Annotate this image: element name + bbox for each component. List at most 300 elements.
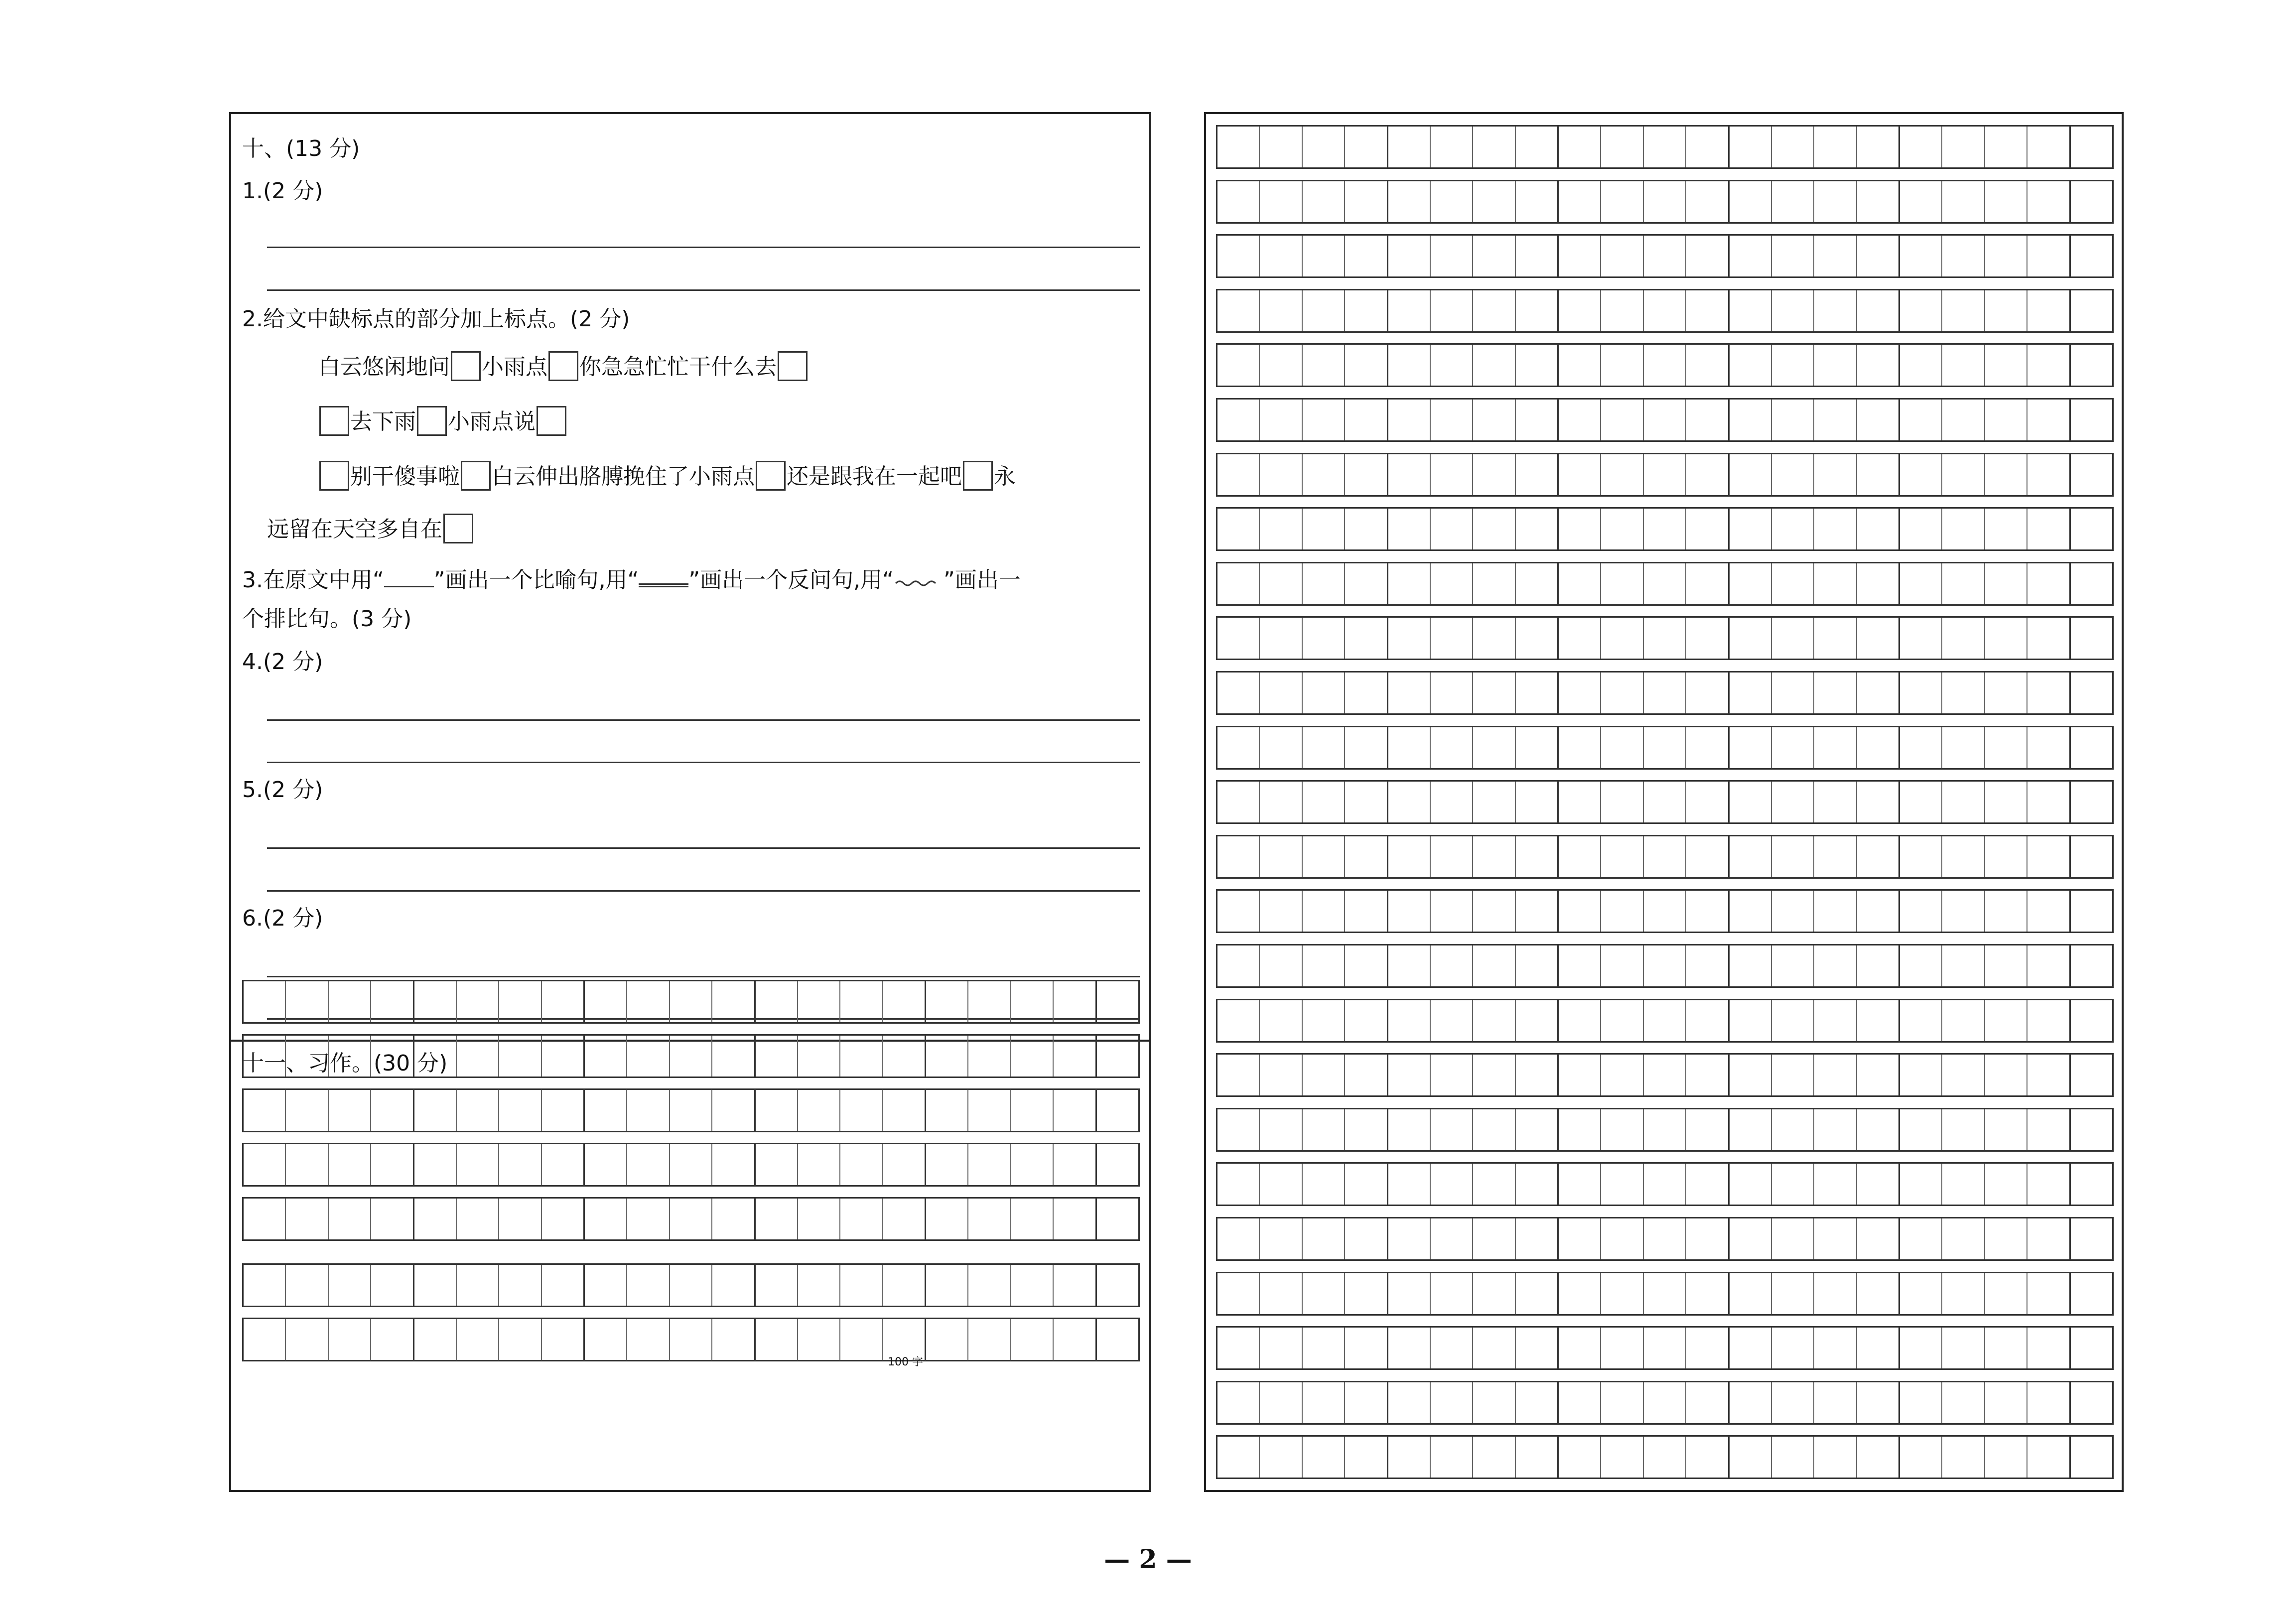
punctuation-box[interactable] bbox=[537, 406, 566, 436]
grid-cell[interactable] bbox=[1898, 345, 1941, 386]
grid-cell[interactable] bbox=[1600, 1164, 1642, 1205]
q4-answer-line-1[interactable] bbox=[267, 719, 1140, 721]
grid-cell[interactable] bbox=[1217, 891, 1259, 932]
grid-cell[interactable] bbox=[1515, 1109, 1557, 1150]
grid-cell[interactable] bbox=[1643, 236, 1685, 276]
grid-cell[interactable] bbox=[1728, 945, 1771, 986]
grid-cell[interactable] bbox=[1685, 891, 1728, 932]
grid-cell[interactable] bbox=[1095, 1036, 1138, 1077]
grid-cell[interactable] bbox=[1898, 727, 1941, 768]
grid-cell[interactable] bbox=[1259, 727, 1301, 768]
grid-cell[interactable] bbox=[1387, 1328, 1430, 1368]
grid-cell[interactable] bbox=[1728, 509, 1771, 549]
grid-cell[interactable] bbox=[1259, 1218, 1301, 1259]
grid-cell[interactable] bbox=[1984, 1109, 2026, 1150]
grid-cell[interactable] bbox=[541, 1036, 583, 1077]
grid-cell[interactable] bbox=[1217, 1055, 1259, 1095]
grid-cell[interactable] bbox=[1302, 236, 1344, 276]
grid-cell[interactable] bbox=[1600, 400, 1642, 440]
grid-cell[interactable] bbox=[1984, 127, 2026, 167]
grid-cell[interactable] bbox=[1387, 1437, 1430, 1478]
grid-cell[interactable] bbox=[1217, 945, 1259, 986]
grid-cell[interactable] bbox=[1984, 618, 2026, 659]
grid-cell[interactable] bbox=[1344, 563, 1386, 604]
punctuation-box[interactable] bbox=[451, 351, 481, 381]
grid-cell[interactable] bbox=[1515, 1000, 1557, 1041]
grid-cell[interactable] bbox=[711, 1036, 754, 1077]
grid-cell[interactable] bbox=[1941, 945, 1984, 986]
grid-cell[interactable] bbox=[541, 981, 583, 1022]
grid-cell[interactable] bbox=[1643, 945, 1685, 986]
grid-cell[interactable] bbox=[1259, 509, 1301, 549]
grid-cell[interactable] bbox=[1515, 400, 1557, 440]
grid-cell[interactable] bbox=[1010, 1265, 1053, 1306]
grid-cell[interactable] bbox=[1387, 454, 1430, 495]
grid-cell[interactable] bbox=[1344, 891, 1386, 932]
grid-cell[interactable] bbox=[1387, 400, 1430, 440]
grid-cell[interactable] bbox=[1685, 1164, 1728, 1205]
grid-cell[interactable] bbox=[1643, 181, 1685, 222]
grid-cell[interactable] bbox=[1217, 290, 1259, 331]
grid-cell[interactable] bbox=[1685, 1055, 1728, 1095]
grid-cell[interactable] bbox=[1430, 1000, 1472, 1041]
grid-cell[interactable] bbox=[285, 1265, 327, 1306]
grid-cell[interactable] bbox=[1472, 1164, 1514, 1205]
grid-cell[interactable] bbox=[1685, 945, 1728, 986]
grid-cell[interactable] bbox=[1941, 891, 1984, 932]
grid-cell[interactable] bbox=[626, 1265, 669, 1306]
grid-cell[interactable] bbox=[1898, 618, 1941, 659]
grid-cell[interactable] bbox=[1053, 1319, 1095, 1360]
grid-cell[interactable] bbox=[1856, 509, 1898, 549]
grid-cell[interactable] bbox=[1387, 618, 1430, 659]
grid-cell[interactable] bbox=[1557, 1382, 1600, 1423]
grid-cell[interactable] bbox=[1302, 1164, 1344, 1205]
grid-cell[interactable] bbox=[669, 1319, 711, 1360]
grid-cell[interactable] bbox=[1771, 454, 1813, 495]
grid-cell[interactable] bbox=[285, 1144, 327, 1185]
grid-cell[interactable] bbox=[1984, 563, 2026, 604]
grid-cell[interactable] bbox=[1344, 945, 1386, 986]
grid-cell[interactable] bbox=[1984, 181, 2026, 222]
grid-cell[interactable] bbox=[1515, 509, 1557, 549]
grid-cell[interactable] bbox=[1813, 618, 1856, 659]
grid-cell[interactable] bbox=[1344, 1055, 1386, 1095]
q5-answer-line-2[interactable] bbox=[267, 890, 1140, 892]
grid-cell[interactable] bbox=[1217, 345, 1259, 386]
grid-cell[interactable] bbox=[1387, 1000, 1430, 1041]
grid-cell[interactable] bbox=[2069, 1164, 2112, 1205]
grid-cell[interactable] bbox=[1302, 290, 1344, 331]
grid-cell[interactable] bbox=[1344, 836, 1386, 877]
grid-cell[interactable] bbox=[2026, 891, 2069, 932]
grid-cell[interactable] bbox=[1898, 1382, 1941, 1423]
grid-cell[interactable] bbox=[1728, 1164, 1771, 1205]
grid-cell[interactable] bbox=[1771, 1055, 1813, 1095]
q1-answer-line-1[interactable] bbox=[267, 247, 1140, 248]
grid-cell[interactable] bbox=[413, 1144, 456, 1185]
grid-cell[interactable] bbox=[1728, 1000, 1771, 1041]
grid-cell[interactable] bbox=[1771, 1218, 1813, 1259]
grid-cell[interactable] bbox=[1095, 1319, 1138, 1360]
grid-cell[interactable] bbox=[1259, 345, 1301, 386]
grid-cell[interactable] bbox=[1898, 563, 1941, 604]
grid-cell[interactable] bbox=[1685, 181, 1728, 222]
grid-cell[interactable] bbox=[1472, 1382, 1514, 1423]
grid-cell[interactable] bbox=[1771, 345, 1813, 386]
grid-cell[interactable] bbox=[1643, 127, 1685, 167]
grid-cell[interactable] bbox=[1685, 1437, 1728, 1478]
grid-cell[interactable] bbox=[1813, 127, 1856, 167]
grid-cell[interactable] bbox=[1813, 563, 1856, 604]
grid-cell[interactable] bbox=[1600, 509, 1642, 549]
grid-cell[interactable] bbox=[1472, 1218, 1514, 1259]
grid-cell[interactable] bbox=[1600, 1382, 1642, 1423]
grid-cell[interactable] bbox=[1728, 1273, 1771, 1314]
grid-cell[interactable] bbox=[1600, 891, 1642, 932]
grid-cell[interactable] bbox=[1643, 1109, 1685, 1150]
grid-cell[interactable] bbox=[1387, 1218, 1430, 1259]
grid-cell[interactable] bbox=[1344, 782, 1386, 822]
grid-cell[interactable] bbox=[626, 1090, 669, 1131]
grid-cell[interactable] bbox=[1302, 1000, 1344, 1041]
grid-cell[interactable] bbox=[626, 981, 669, 1022]
grid-cell[interactable] bbox=[1557, 1437, 1600, 1478]
grid-cell[interactable] bbox=[1728, 1328, 1771, 1368]
grid-cell[interactable] bbox=[1344, 618, 1386, 659]
grid-cell[interactable] bbox=[1898, 236, 1941, 276]
grid-cell[interactable] bbox=[1984, 509, 2026, 549]
grid-cell[interactable] bbox=[967, 1144, 1010, 1185]
grid-cell[interactable] bbox=[1643, 400, 1685, 440]
grid-cell[interactable] bbox=[1344, 290, 1386, 331]
grid-cell[interactable] bbox=[1259, 290, 1301, 331]
grid-cell[interactable] bbox=[1515, 891, 1557, 932]
grid-cell[interactable] bbox=[1941, 509, 1984, 549]
grid-cell[interactable] bbox=[1771, 891, 1813, 932]
grid-cell[interactable] bbox=[1472, 290, 1514, 331]
grid-cell[interactable] bbox=[1010, 1036, 1053, 1077]
grid-cell[interactable] bbox=[583, 1319, 626, 1360]
grid-cell[interactable] bbox=[1430, 400, 1472, 440]
grid-cell[interactable] bbox=[2069, 400, 2112, 440]
grid-cell[interactable] bbox=[1557, 1164, 1600, 1205]
grid-cell[interactable] bbox=[1472, 1437, 1514, 1478]
grid-cell[interactable] bbox=[839, 1199, 882, 1239]
grid-cell[interactable] bbox=[1728, 1055, 1771, 1095]
grid-cell[interactable] bbox=[1095, 1199, 1138, 1239]
grid-cell[interactable] bbox=[1259, 1109, 1301, 1150]
grid-cell[interactable] bbox=[1430, 891, 1472, 932]
grid-cell[interactable] bbox=[1387, 1109, 1430, 1150]
grid-cell[interactable] bbox=[754, 1036, 797, 1077]
grid-cell[interactable] bbox=[839, 1090, 882, 1131]
grid-cell[interactable] bbox=[1813, 290, 1856, 331]
grid-cell[interactable] bbox=[669, 1090, 711, 1131]
punctuation-box[interactable] bbox=[443, 514, 473, 543]
grid-cell[interactable] bbox=[541, 1265, 583, 1306]
grid-cell[interactable] bbox=[797, 1319, 839, 1360]
grid-cell[interactable] bbox=[1217, 673, 1259, 713]
grid-cell[interactable] bbox=[1898, 1437, 1941, 1478]
grid-cell[interactable] bbox=[1856, 290, 1898, 331]
grid-cell[interactable] bbox=[1898, 782, 1941, 822]
grid-cell[interactable] bbox=[1600, 1218, 1642, 1259]
grid-cell[interactable] bbox=[882, 1036, 925, 1077]
grid-cell[interactable] bbox=[1344, 1000, 1386, 1041]
grid-cell[interactable] bbox=[1472, 891, 1514, 932]
grid-cell[interactable] bbox=[1984, 673, 2026, 713]
grid-cell[interactable] bbox=[1430, 345, 1472, 386]
grid-cell[interactable] bbox=[1685, 1328, 1728, 1368]
grid-cell[interactable] bbox=[925, 1319, 967, 1360]
grid-cell[interactable] bbox=[370, 1036, 412, 1077]
grid-cell[interactable] bbox=[711, 1319, 754, 1360]
grid-cell[interactable] bbox=[1515, 1055, 1557, 1095]
grid-cell[interactable] bbox=[1941, 1382, 1984, 1423]
grid-cell[interactable] bbox=[1685, 1218, 1728, 1259]
grid-cell[interactable] bbox=[1941, 673, 1984, 713]
grid-cell[interactable] bbox=[1515, 454, 1557, 495]
grid-cell[interactable] bbox=[1515, 1218, 1557, 1259]
grid-cell[interactable] bbox=[2069, 345, 2112, 386]
grid-cell[interactable] bbox=[1685, 127, 1728, 167]
grid-cell[interactable] bbox=[1557, 1000, 1600, 1041]
grid-cell[interactable] bbox=[1515, 290, 1557, 331]
grid-cell[interactable] bbox=[754, 1265, 797, 1306]
grid-cell[interactable] bbox=[839, 1036, 882, 1077]
grid-cell[interactable] bbox=[1984, 1437, 2026, 1478]
grid-cell[interactable] bbox=[1643, 345, 1685, 386]
grid-cell[interactable] bbox=[1472, 1273, 1514, 1314]
grid-cell[interactable] bbox=[1344, 673, 1386, 713]
grid-cell[interactable] bbox=[1557, 1328, 1600, 1368]
punctuation-box[interactable] bbox=[417, 406, 447, 436]
punctuation-box[interactable] bbox=[319, 461, 349, 491]
grid-cell[interactable] bbox=[1771, 1273, 1813, 1314]
grid-cell[interactable] bbox=[1557, 727, 1600, 768]
grid-cell[interactable] bbox=[797, 1199, 839, 1239]
grid-cell[interactable] bbox=[583, 1265, 626, 1306]
grid-cell[interactable] bbox=[1643, 1055, 1685, 1095]
grid-cell[interactable] bbox=[1515, 782, 1557, 822]
grid-cell[interactable] bbox=[1515, 1328, 1557, 1368]
grid-cell[interactable] bbox=[1217, 236, 1259, 276]
grid-cell[interactable] bbox=[1344, 181, 1386, 222]
grid-cell[interactable] bbox=[1984, 945, 2026, 986]
grid-cell[interactable] bbox=[1941, 127, 1984, 167]
grid-cell[interactable] bbox=[1472, 673, 1514, 713]
grid-cell[interactable] bbox=[626, 1036, 669, 1077]
grid-cell[interactable] bbox=[1302, 618, 1344, 659]
grid-cell[interactable] bbox=[2026, 127, 2069, 167]
grid-cell[interactable] bbox=[925, 1199, 967, 1239]
grid-cell[interactable] bbox=[2026, 509, 2069, 549]
grid-cell[interactable] bbox=[1515, 345, 1557, 386]
grid-cell[interactable] bbox=[1430, 782, 1472, 822]
grid-cell[interactable] bbox=[1856, 1164, 1898, 1205]
grid-cell[interactable] bbox=[413, 1036, 456, 1077]
grid-cell[interactable] bbox=[1984, 1328, 2026, 1368]
grid-cell[interactable] bbox=[244, 1144, 285, 1185]
grid-cell[interactable] bbox=[1728, 181, 1771, 222]
grid-cell[interactable] bbox=[754, 1199, 797, 1239]
grid-cell[interactable] bbox=[1515, 181, 1557, 222]
grid-cell[interactable] bbox=[413, 981, 456, 1022]
grid-cell[interactable] bbox=[1344, 236, 1386, 276]
grid-cell[interactable] bbox=[1685, 345, 1728, 386]
grid-cell[interactable] bbox=[1856, 727, 1898, 768]
grid-cell[interactable] bbox=[1557, 1109, 1600, 1150]
grid-cell[interactable] bbox=[2026, 1164, 2069, 1205]
grid-cell[interactable] bbox=[2026, 673, 2069, 713]
grid-cell[interactable] bbox=[1472, 1055, 1514, 1095]
grid-cell[interactable] bbox=[1472, 618, 1514, 659]
grid-cell[interactable] bbox=[1217, 181, 1259, 222]
grid-cell[interactable] bbox=[498, 1144, 540, 1185]
grid-cell[interactable] bbox=[2069, 236, 2112, 276]
grid-cell[interactable] bbox=[1302, 509, 1344, 549]
grid-cell[interactable] bbox=[1685, 1109, 1728, 1150]
grid-cell[interactable] bbox=[1095, 981, 1138, 1022]
grid-cell[interactable] bbox=[1728, 1218, 1771, 1259]
grid-cell[interactable] bbox=[498, 1319, 540, 1360]
grid-cell[interactable] bbox=[839, 1265, 882, 1306]
grid-cell[interactable] bbox=[1685, 400, 1728, 440]
grid-cell[interactable] bbox=[1728, 345, 1771, 386]
grid-cell[interactable] bbox=[1984, 1382, 2026, 1423]
grid-cell[interactable] bbox=[1984, 891, 2026, 932]
grid-cell[interactable] bbox=[1259, 1000, 1301, 1041]
grid-cell[interactable] bbox=[711, 1144, 754, 1185]
grid-cell[interactable] bbox=[1259, 836, 1301, 877]
grid-cell[interactable] bbox=[1344, 1382, 1386, 1423]
grid-cell[interactable] bbox=[1984, 1218, 2026, 1259]
grid-cell[interactable] bbox=[244, 1036, 285, 1077]
grid-cell[interactable] bbox=[1217, 1109, 1259, 1150]
grid-cell[interactable] bbox=[1898, 1328, 1941, 1368]
grid-cell[interactable] bbox=[244, 1199, 285, 1239]
grid-cell[interactable] bbox=[2069, 891, 2112, 932]
grid-cell[interactable] bbox=[797, 1036, 839, 1077]
grid-cell[interactable] bbox=[583, 981, 626, 1022]
grid-cell[interactable] bbox=[1430, 836, 1472, 877]
grid-cell[interactable] bbox=[1217, 1437, 1259, 1478]
grid-cell[interactable] bbox=[1685, 1273, 1728, 1314]
grid-cell[interactable] bbox=[1813, 1382, 1856, 1423]
grid-cell[interactable] bbox=[1430, 727, 1472, 768]
grid-cell[interactable] bbox=[1557, 1218, 1600, 1259]
grid-cell[interactable] bbox=[669, 1036, 711, 1077]
grid-cell[interactable] bbox=[2069, 509, 2112, 549]
grid-cell[interactable] bbox=[1728, 891, 1771, 932]
grid-cell[interactable] bbox=[1302, 673, 1344, 713]
grid-cell[interactable] bbox=[1472, 727, 1514, 768]
grid-cell[interactable] bbox=[1557, 1055, 1600, 1095]
grid-cell[interactable] bbox=[456, 1265, 498, 1306]
grid-cell[interactable] bbox=[1685, 618, 1728, 659]
grid-cell[interactable] bbox=[1941, 1437, 1984, 1478]
grid-cell[interactable] bbox=[1259, 236, 1301, 276]
grid-cell[interactable] bbox=[1813, 727, 1856, 768]
grid-cell[interactable] bbox=[328, 1144, 370, 1185]
grid-cell[interactable] bbox=[1387, 1382, 1430, 1423]
grid-cell[interactable] bbox=[2069, 1273, 2112, 1314]
grid-cell[interactable] bbox=[1941, 1109, 1984, 1150]
grid-cell[interactable] bbox=[1813, 1164, 1856, 1205]
grid-cell[interactable] bbox=[1941, 1273, 1984, 1314]
grid-cell[interactable] bbox=[328, 1265, 370, 1306]
grid-cell[interactable] bbox=[1259, 181, 1301, 222]
grid-cell[interactable] bbox=[1643, 1437, 1685, 1478]
grid-cell[interactable] bbox=[1771, 400, 1813, 440]
grid-cell[interactable] bbox=[1771, 290, 1813, 331]
grid-cell[interactable] bbox=[882, 1090, 925, 1131]
grid-cell[interactable] bbox=[1685, 1000, 1728, 1041]
grid-cell[interactable] bbox=[1643, 1164, 1685, 1205]
grid-cell[interactable] bbox=[1053, 1090, 1095, 1131]
grid-cell[interactable] bbox=[1472, 509, 1514, 549]
grid-cell[interactable] bbox=[1856, 1273, 1898, 1314]
grid-cell[interactable] bbox=[2069, 1055, 2112, 1095]
grid-cell[interactable] bbox=[1600, 181, 1642, 222]
grid-cell[interactable] bbox=[2026, 400, 2069, 440]
grid-cell[interactable] bbox=[1387, 727, 1430, 768]
grid-cell[interactable] bbox=[1302, 891, 1344, 932]
grid-cell[interactable] bbox=[925, 1036, 967, 1077]
grid-cell[interactable] bbox=[1771, 1382, 1813, 1423]
grid-cell[interactable] bbox=[1430, 1328, 1472, 1368]
grid-cell[interactable] bbox=[2069, 1109, 2112, 1150]
grid-cell[interactable] bbox=[370, 1144, 412, 1185]
grid-cell[interactable] bbox=[1302, 345, 1344, 386]
punctuation-box[interactable] bbox=[756, 461, 786, 491]
grid-cell[interactable] bbox=[1941, 727, 1984, 768]
grid-cell[interactable] bbox=[1771, 1000, 1813, 1041]
grid-cell[interactable] bbox=[754, 1319, 797, 1360]
grid-cell[interactable] bbox=[1430, 1164, 1472, 1205]
grid-cell[interactable] bbox=[1728, 1437, 1771, 1478]
grid-cell[interactable] bbox=[1344, 1218, 1386, 1259]
grid-cell[interactable] bbox=[1856, 1218, 1898, 1259]
grid-cell[interactable] bbox=[797, 1265, 839, 1306]
grid-cell[interactable] bbox=[1685, 673, 1728, 713]
grid-cell[interactable] bbox=[285, 1199, 327, 1239]
grid-cell[interactable] bbox=[1685, 563, 1728, 604]
grid-cell[interactable] bbox=[370, 1319, 412, 1360]
grid-cell[interactable] bbox=[2026, 1437, 2069, 1478]
grid-cell[interactable] bbox=[2026, 181, 2069, 222]
grid-cell[interactable] bbox=[1898, 127, 1941, 167]
grid-cell[interactable] bbox=[1472, 454, 1514, 495]
grid-cell[interactable] bbox=[1856, 563, 1898, 604]
grid-cell[interactable] bbox=[1344, 727, 1386, 768]
grid-cell[interactable] bbox=[626, 1144, 669, 1185]
grid-cell[interactable] bbox=[1302, 563, 1344, 604]
grid-cell[interactable] bbox=[1600, 454, 1642, 495]
grid-cell[interactable] bbox=[2026, 618, 2069, 659]
grid-cell[interactable] bbox=[1095, 1144, 1138, 1185]
grid-cell[interactable] bbox=[882, 981, 925, 1022]
grid-cell[interactable] bbox=[1600, 563, 1642, 604]
grid-cell[interactable] bbox=[669, 1265, 711, 1306]
grid-cell[interactable] bbox=[1430, 509, 1472, 549]
grid-cell[interactable] bbox=[1600, 1437, 1642, 1478]
grid-cell[interactable] bbox=[626, 1199, 669, 1239]
grid-cell[interactable] bbox=[1259, 618, 1301, 659]
grid-cell[interactable] bbox=[839, 981, 882, 1022]
grid-cell[interactable] bbox=[1898, 945, 1941, 986]
